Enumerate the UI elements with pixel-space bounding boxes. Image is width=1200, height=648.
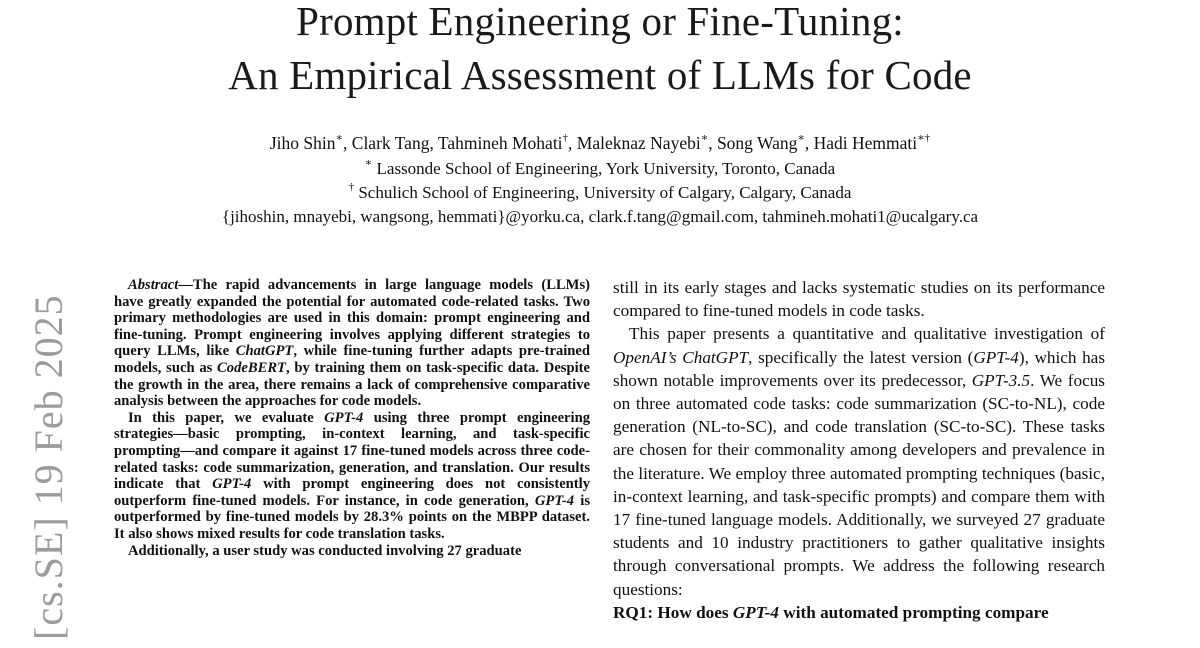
author-mark: ∗ xyxy=(335,132,344,145)
author-mark: ∗† xyxy=(917,132,931,145)
author-emails: {jihoshin, mnayebi, wangsong, hemmati}@yorku.ca, clark.f.tang@gmail.com, tahmineh.mohati1@ucalgary.ca xyxy=(221,207,979,226)
author-name: Tahmineh Mohati xyxy=(437,133,563,153)
affiliation-york: ∗ Lassonde School of Engineering, York University, Toronto, Canada xyxy=(364,157,836,178)
intro-paragraph-2: This paper presents a quantitative and qualitative investigation of OpenAI’s ChatGPT, specifically the latest version (GPT-4), which has shown notable improvements over its predecessor, GPT-3.5. We focus on three automated code tasks: code summarization (SC-to-NL), code generation (NL-to-SC), and code translation (SC-to-SC). These tasks are chosen for their commonality among developers and prevalence in the literature. We employ three automated prompting techniques (basic, in-context learning, and task-specific prompts) and compare them with 17 fine-tuned language models. Additionally, we surveyed 27 graduate students and 10 industry practitioners to gather qualitative insights through conversational prompts. We address the following research questions: xyxy=(613,324,1106,599)
author-name: Maleknaz Nayebi xyxy=(576,133,701,153)
abstract-paragraph-2: In this paper, we evaluate GPT-4 using three prompt engineering strategies—basic prompting, in-context learning, and task-specific prompting—and compare it against 17 fine-tuned models across three code-related tasks: code summarization, generation, and translation. Our results indicate that GPT-4 with prompt engineering does not consistently outperform fine-tuned models. For instance, in code generation, GPT-4 is outperformed by fine-tuned models by 28.3% points on the MBPP dataset. It also shows mixed results for code translation tasks. xyxy=(114,409,590,542)
author-name: Jiho Shin xyxy=(269,133,336,153)
abstract-paragraph-1: Abstract—The rapid advancements in large language models (LLMs) have greatly expanded the potential for automated code-related tasks. Two primary methodologies are used in this domain: prompt engineering and fine-tuning. Prompt engineering involves applying different strategies to query LLMs, like ChatGPT, while fine-tuning further adapts pre-trained models, such as CodeBERT, by training them on task-specific data. Despite the growth in the area, there remains a lack of comprehensive comparative analysis between the approaches for code models. xyxy=(114,277,591,410)
intro-column xyxy=(613,276,1105,624)
paper-title-line-1: Prompt Engineering or Fine-Tuning: xyxy=(296,0,904,44)
abstract-paragraph-3: Additionally, a user study was conducted involving 27 graduate xyxy=(128,542,522,559)
research-question-1: RQ1: How does GPT-4 with automated prompting compare xyxy=(613,602,1049,622)
intro-paragraph-1: still in its early stages and lacks systematic studies on its performance compared to fine-tuned models in code tasks. xyxy=(613,278,1105,321)
paper-title-line-2: An Empirical Assessment of LLMs for Code xyxy=(228,52,972,98)
affiliation-calgary: † Schulich School of Engineering, University of Calgary, Calgary, Canada xyxy=(348,181,852,202)
abstract-label: Abstract xyxy=(128,277,179,293)
author-name: Clark Tang xyxy=(351,133,430,153)
author-mark: ∗ xyxy=(700,132,709,145)
author-mark: ∗ xyxy=(797,132,805,145)
author-list: Jiho Shin∗, Clark Tang, Tahmineh Mohati†, Maleknaz Nayebi∗, Song Wang∗, Hadi Hemmati∗† xyxy=(269,132,931,153)
abstract-column xyxy=(114,277,590,559)
author-name: Song Wang xyxy=(716,133,798,153)
author-mark: † xyxy=(562,132,569,145)
author-name: Hadi Hemmati xyxy=(813,133,918,153)
arxiv-side-stamp: [cs.SE] 19 Feb 2025 xyxy=(26,294,71,640)
